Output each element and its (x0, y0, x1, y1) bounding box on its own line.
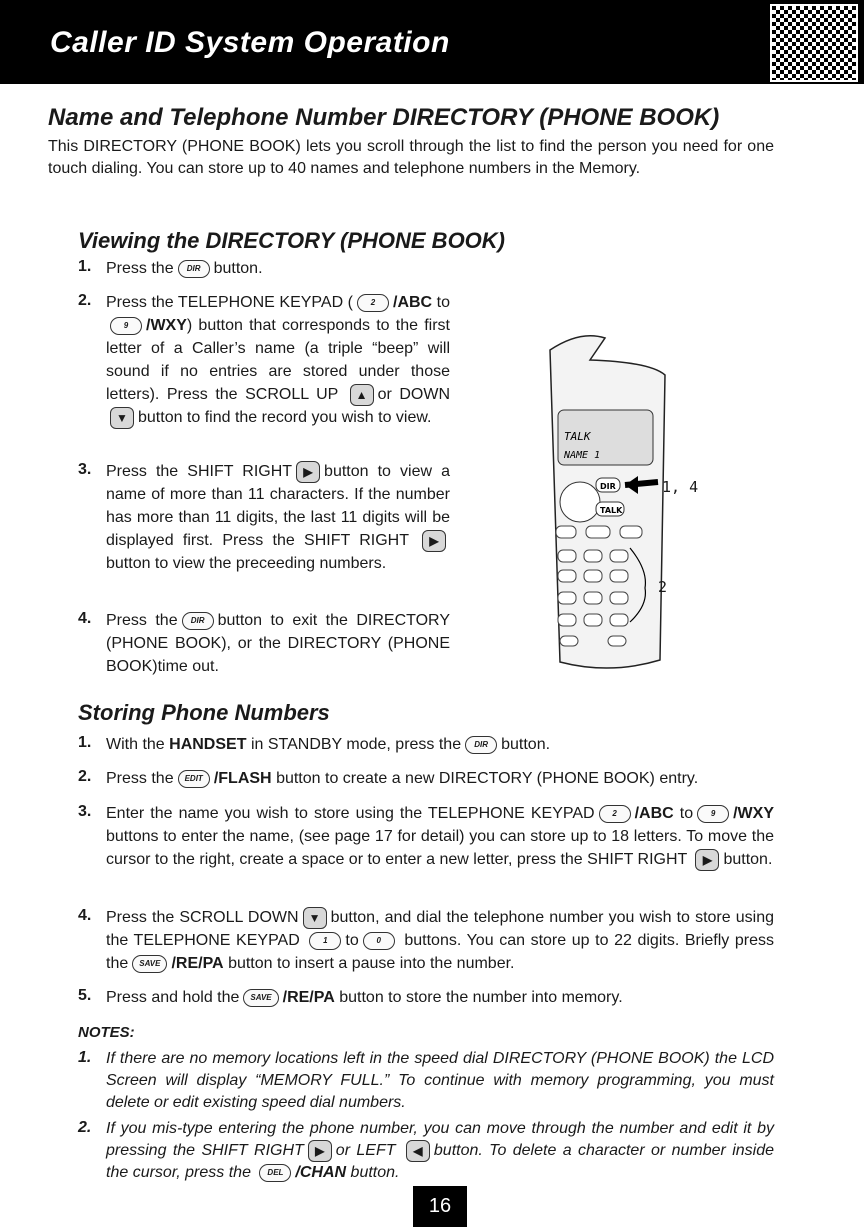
storing-step-number: 4. (78, 907, 92, 924)
storing-step-number: 3. (78, 803, 92, 820)
viewing-step-1: Press the DIR button. (106, 260, 263, 277)
save-key-icon: SAVE (132, 955, 167, 973)
storing-title: Storing Phone Numbers (78, 700, 330, 725)
del-key-icon: DEL (259, 1164, 291, 1182)
storing-step-number: 5. (78, 987, 92, 1004)
key-2-icon: 2 (599, 805, 631, 823)
storing-step-number: 2. (78, 768, 92, 785)
scroll-down-icon: ▼ (303, 907, 327, 929)
note-number: 2. (78, 1119, 92, 1136)
viewing-title: Viewing the DIRECTORY (PHONE BOOK) (78, 228, 506, 253)
shift-right-icon: ▶ (296, 461, 320, 483)
viewing-step-4: Press the DIR button to exit the DIRECTORY (PHONE BOOK), or the DIRECTORY (PHONE BOOK)time out. (106, 612, 450, 675)
note-1: If there are no memory locations left in the speed dial DIRECTORY (PHONE BOOK) the LCD Screen will display “MEMORY FULL.” To continue with memory programming, you must delete or edit existing speed dial numbers. (106, 1050, 774, 1111)
viewing-step-number: 4. (78, 610, 92, 627)
key-0-icon: 0 (363, 932, 395, 950)
shift-right-icon: ▶ (422, 530, 446, 552)
viewing-step-2: Press the TELEPHONE KEYPAD ( 2 /ABC to9 /WXY) button that corresponds to the first letter of a Caller’s name (a triple “beep” will sound if no entries are stored under those letters). Press the SCROLL UP ▲ or DOWN ▼ button to find the record you wish to view. (106, 291, 450, 429)
dir-key-icon: DIR (465, 736, 497, 754)
page-number: 16 (413, 1186, 467, 1227)
directory-title: Name and Telephone Number DIRECTORY (PHONE BOOK) (48, 104, 720, 131)
notes-heading: NOTES: (78, 1024, 135, 1041)
storing-step-3: Enter the name you wish to store using the TELEPHONE KEYPAD 2 /ABC to 9 /WXY buttons to enter the name, (see page 17 for detail) you can store up to 18 letters. To move the cursor to the right, create a space or to enter a new letter, press the SHIFT RIGHT ▶ button. (106, 802, 774, 871)
callout-label-2: 2 (658, 578, 668, 596)
note-number: 1. (78, 1049, 92, 1066)
lcd-line-1: TALK (564, 430, 591, 443)
dir-button-label: DIR (600, 482, 616, 491)
shift-right-icon: ▶ (308, 1140, 332, 1162)
note-2: If you mis-type entering the phone number, you can move through the number and edit it by pressing the SHIFT RIGHT ▶ or LEFT ◀ button. To delete a character or number inside the cursor, press the DEL /CHAN button. (106, 1120, 775, 1182)
scroll-down-icon: ▼ (110, 407, 134, 429)
key-9-icon: 9 (697, 805, 729, 823)
callout-label-1-4: 1, 4 (662, 478, 699, 496)
page-header (0, 0, 864, 84)
nav-pad (560, 482, 600, 522)
edit-key-icon: EDIT (178, 770, 210, 788)
dir-key-icon: DIR (178, 260, 210, 278)
handset-illustration (530, 330, 690, 680)
shift-left-icon: ◀ (406, 1140, 430, 1162)
lcd-line-2: NAME 1 (564, 450, 601, 461)
qr-code-icon (770, 4, 858, 82)
viewing-step-number: 1. (78, 258, 92, 275)
directory-intro: This DIRECTORY (PHONE BOOK) lets you scroll through the list to find the person you need for one touch dialing. You can store up to 40 names and telephone numbers in the Memory. (48, 138, 774, 177)
header-title: Caller ID System Operation (50, 26, 450, 59)
viewing-step-3: Press the SHIFT RIGHT ▶ button to view a name of more than 11 characters. If the number has more than 11 digits, the last 11 digits will be displayed first. Press the SHIFT RIGHT ▶button to view the preceeding numbers. (106, 460, 450, 575)
viewing-step-number: 2. (78, 292, 92, 309)
key-1-icon: 1 (309, 932, 341, 950)
storing-step-5: Press and hold the SAVE /RE/PA button to store the number into memory. (106, 989, 623, 1006)
shift-right-icon: ▶ (695, 849, 719, 871)
save-key-icon: SAVE (243, 989, 278, 1007)
scroll-up-icon: ▲ (350, 384, 374, 406)
storing-step-2: Press the EDIT /FLASH button to create a new DIRECTORY (PHONE BOOK) entry. (106, 770, 699, 787)
storing-step-1: With the HANDSET in STANDBY mode, press the DIR button. (106, 736, 551, 753)
key-9-icon: 9 (110, 317, 142, 335)
dir-key-icon: DIR (182, 612, 214, 630)
storing-step-4: Press the SCROLL DOWN ▼ button, and dial the telephone number you wish to store using the TELEPHONE KEYPAD 1 to 0 buttons. You can store up to 22 digits. Briefly press the SAVE /RE/PA button to insert a pause into the number. (106, 906, 774, 975)
viewing-step-number: 3. (78, 461, 92, 478)
key-2-icon: 2 (357, 294, 389, 312)
talk-button-label: TALK (600, 506, 623, 515)
storing-step-number: 1. (78, 734, 92, 751)
